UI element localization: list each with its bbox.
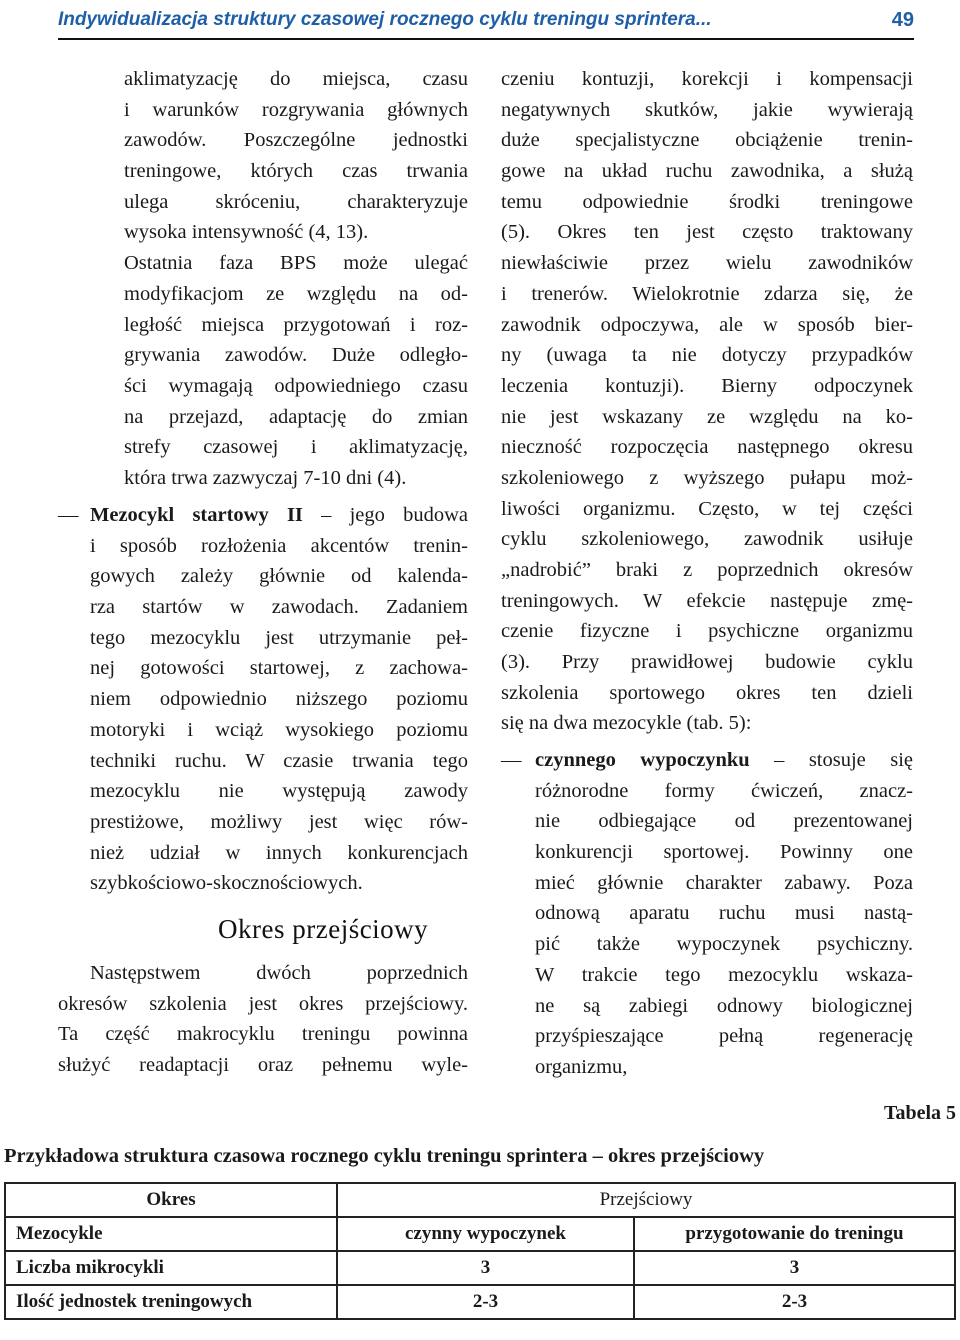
text-line: leczenia kontuzji). Bierny odpoczynek <box>501 374 913 397</box>
table-cell: Mezocykle <box>5 1217 337 1251</box>
text-line: służyć readaptacji oraz pełnemu wyle- <box>58 1054 468 1077</box>
table-cell: czynny wypoczynek <box>337 1217 634 1251</box>
table-cell: 2-3 <box>634 1285 955 1319</box>
text-line: niewłaściwie przez wielu zawodników <box>501 252 913 275</box>
text-line: cyklu szkoleniowego, zawodnik usiłuje <box>501 528 913 551</box>
running-header <box>58 4 914 40</box>
text-line: czenie fizyczne i psychiczne organizmu <box>501 620 913 643</box>
text-line: przyśpieszające pełną regenerację <box>535 1025 913 1048</box>
table-row <box>5 1217 955 1251</box>
text-line: organizmu, <box>535 1055 628 1078</box>
text-line: niem odpowiednio niższego poziomu <box>90 688 468 711</box>
text-line: która trwa zazwyczaj 7-10 dni (4). <box>124 466 407 489</box>
text-line: konkurencji sportowej. Powinny one <box>535 841 913 864</box>
left-paragraph-1 <box>124 64 468 494</box>
text-line: na przejazd, adaptację do zmian <box>124 405 468 428</box>
text-line: wysoka intensywność (4, 13). <box>124 221 369 244</box>
text-line: nej gotowości startowej, z zachowa- <box>90 657 468 680</box>
text-line: (3). Przy prawidłowej budowie cyklu <box>501 651 913 674</box>
table-cell: Liczba mikrocykli <box>5 1251 337 1285</box>
text-line: „nadrobić” braki z poprzednich okresów <box>501 559 913 581</box>
left-paragraph-3 <box>58 958 468 1081</box>
text-line: i sposób rozłożenia akcentów trenin- <box>90 534 468 557</box>
text-line: ny (uwaga ta nie dotyczy przypadków <box>501 344 913 367</box>
text-line: mezocyklu nie występują zawody <box>90 780 468 803</box>
text-line: treningowych. W efekcie następuje zmę- <box>501 589 913 612</box>
table-caption: Przykładowa struktura czasowa rocznego cyklu treningu sprintera – okres przejściowy <box>4 1145 765 1167</box>
text-line: się na dwa mezocykle (tab. 5): <box>501 712 752 735</box>
text-line: Ostatnia faza BPS może ulegać <box>124 252 468 275</box>
table-row <box>5 1183 955 1217</box>
em-dash-bullet: — <box>501 749 522 771</box>
text-line: W trakcie tego mezocyklu wskaza- <box>535 963 913 986</box>
text-line-rest: – stosuje się <box>749 749 913 771</box>
table-cell: 2-3 <box>337 1285 634 1319</box>
text-line: duże specjalistyczne obciążenie trenin- <box>501 129 913 152</box>
text-line: grywania zawodów. Duże odległo- <box>124 344 468 367</box>
text-line <box>90 500 468 531</box>
mezocykl-startowy-paragraph <box>90 500 468 899</box>
text-line: odnową aparatu ruchu musi nastą- <box>535 902 913 925</box>
text-line: (5). Okres ten jest często traktowany <box>501 221 913 244</box>
text-line: ulega skróceniu, charakteryzuje <box>124 190 468 213</box>
text-line: liwości organizmu. Często, w tej części <box>501 497 913 520</box>
text-line: mieć głównie charakter zabawy. Poza <box>535 871 913 894</box>
table-cell: Okres <box>5 1183 337 1217</box>
text-line-rest: – jego budowa <box>302 504 469 526</box>
right-paragraph-1 <box>501 64 913 739</box>
term-czynnego-wypoczynku: czynnego wypoczynku <box>535 749 750 771</box>
text-line: rza startów w zawodach. Zadaniem <box>90 596 468 619</box>
text-line: aklimatyzację do miejsca, czasu <box>124 68 468 90</box>
text-line: okresów szkolenia jest okres przejściowy. <box>58 992 468 1015</box>
table-cell: 3 <box>337 1251 634 1285</box>
running-title: Indywidualizacja struktury czasowej rocznego cyklu treningu sprintera... <box>58 9 712 30</box>
text-line: i warunków rozgrywania głównych <box>124 98 468 121</box>
em-dash-bullet: — <box>58 504 79 526</box>
text-line: techniki ruchu. W czasie trwania tego <box>90 749 468 772</box>
text-line: temu odpowiednie środki treningowe <box>501 190 913 213</box>
text-line: ległość miejsca przygotowań i roz- <box>124 313 468 336</box>
text-line: treningowe, których czas trwania <box>124 160 468 183</box>
page-number: 49 <box>891 9 914 31</box>
text-line: ści wymagają odpowiedniego czasu <box>124 374 468 397</box>
text-line: nie odbiegające od prezentowanej <box>535 810 913 833</box>
text-line: zawodów. Poszczególne jednostki <box>124 129 468 152</box>
text-line: nieczność rozpoczęcia następnego okresu <box>501 436 913 459</box>
text-line: negatywnych skutków, jakie wywierają <box>501 98 913 121</box>
text-line: pić także wypoczynek psychiczny. <box>535 933 913 956</box>
text-line: modyfikacjom ze względu na od- <box>124 282 468 305</box>
term-mezocykl-startowy: Mezocykl startowy II <box>90 504 303 526</box>
table-cell: Przejściowy <box>337 1183 955 1217</box>
table-row <box>5 1285 955 1319</box>
text-line: różnorodne formy ćwiczeń, znacz- <box>535 779 913 802</box>
text-line: nie jest wskazany ze względu na ko- <box>501 405 913 428</box>
text-line: strefy czasowej i aklimatyzację, <box>124 436 468 459</box>
text-line: motoryki i wciąż wysokiego poziomu <box>90 718 468 741</box>
text-line: czeniu kontuzji, korekcji i kompensacji <box>501 68 913 90</box>
text-line: i trenerów. Wielokrotnie zdarza się, że <box>501 282 913 305</box>
data-table <box>4 1182 956 1320</box>
text-line: Ta część makrocyklu treningu powinna <box>58 1023 468 1046</box>
text-line <box>535 745 913 776</box>
table-cell: Ilość jednostek treningowych <box>5 1285 337 1319</box>
table-row <box>5 1251 955 1285</box>
text-line: zawodnik odpoczywa, ale w sposób bier- <box>501 313 913 336</box>
text-line: Następstwem dwóch poprzednich <box>90 962 468 984</box>
text-line: szkoleniowego z wyższego pułapu moż- <box>501 466 913 489</box>
text-line: szybkościowo-skocznościowych. <box>90 872 363 895</box>
text-line: prestiżowe, możliwy jest więc rów- <box>90 810 468 833</box>
section-title: Okres przejściowy <box>218 914 429 944</box>
czynny-wypoczynek-bullet <box>535 745 913 1083</box>
text-line: gowe na układ ruchu zawodnika, a służą <box>501 160 913 183</box>
text-line: ne są zabiegi odnowy biologicznej <box>535 994 913 1017</box>
text-line: gowych zależy głównie od kalenda- <box>90 565 468 588</box>
text-line: szkolenia sportowego okres ten dzieli <box>501 681 913 704</box>
table-cell: 3 <box>634 1251 955 1285</box>
table-label: Tabela 5 <box>883 1102 956 1124</box>
table-cell: przygotowanie do treningu <box>634 1217 955 1251</box>
text-line: tego mezocyklu jest utrzymanie peł- <box>90 626 468 649</box>
text-line: nież udział w innych konkurencjach <box>90 841 468 864</box>
